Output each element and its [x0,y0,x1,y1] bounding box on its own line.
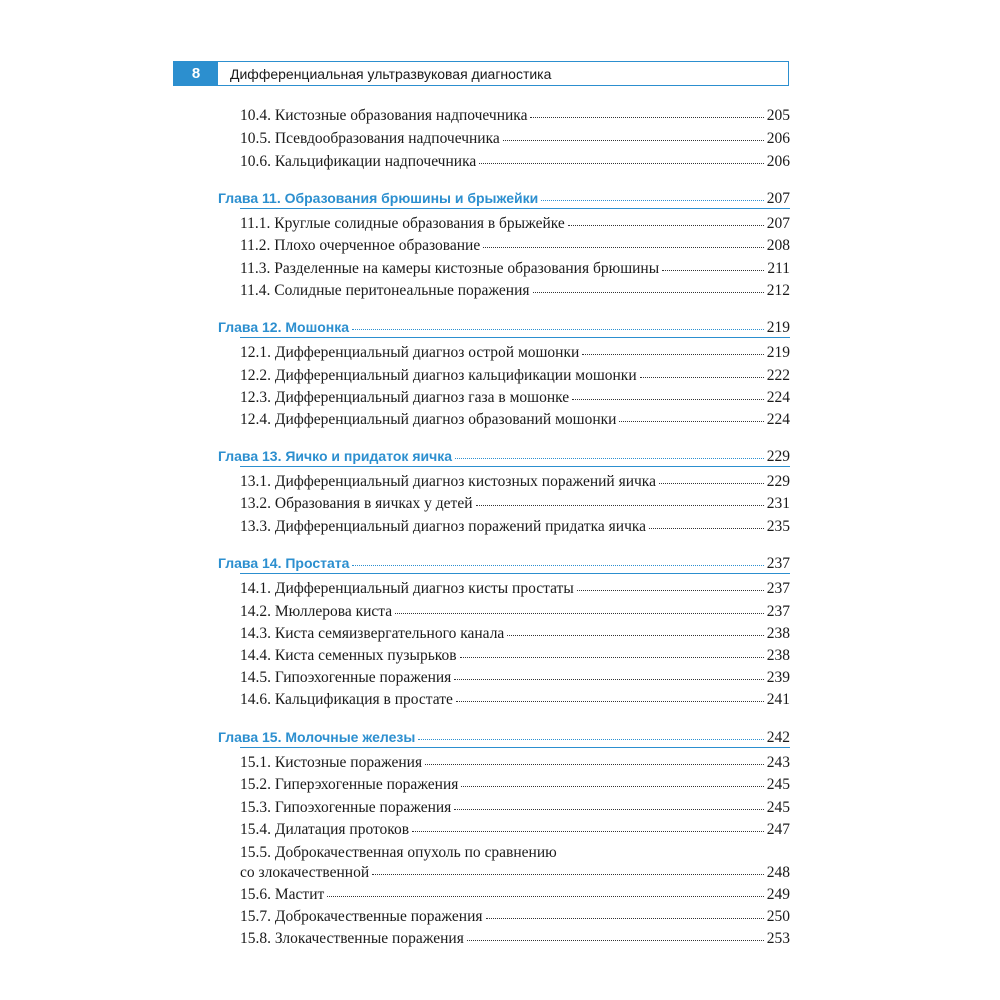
leader-dots [649,527,764,529]
leader-dots [461,785,763,787]
toc-entry[interactable]: 15.8. Злокачественные поражения 253 [240,930,790,947]
toc-entry[interactable]: 15.1. Кистозные поражения 243 [240,754,790,771]
leader-dots [460,656,764,658]
toc-entry[interactable]: со злокачественной 248 [240,864,790,881]
leader-dots [425,763,764,765]
toc-entry[interactable]: 15.7. Доброкачественные поражения 250 [240,908,790,925]
leader-dots [530,116,763,118]
leader-dots [572,398,764,400]
leader-dots [662,269,764,271]
toc-entry[interactable]: 14.1. Дифференциальный диагноз кисты простаты 237 [240,580,790,597]
chapter-rule [240,573,790,574]
leader-dots [412,830,764,832]
toc-entry[interactable]: 13.2. Образования в яичках у детей 231 [240,495,790,512]
leader-dots [476,504,764,506]
leader-dots [483,246,764,248]
toc-entry[interactable]: 13.1. Дифференциальный диагноз кистозных поражений яичка 229 [240,473,790,490]
leader-dots [577,589,764,591]
leader-dots [395,612,764,614]
toc-chapter[interactable]: Глава 11. Образования брюшины и брыжейки 207 [218,190,790,207]
toc-entry[interactable]: 12.2. Дифференциальный диагноз кальцификации мошонки 222 [240,367,790,384]
toc-chapter[interactable]: Глава 14. Простата 237 [218,555,790,572]
toc-entry[interactable]: 15.2. Гиперэхогенные поражения 245 [240,776,790,793]
toc-entry[interactable]: 11.3. Разделенные на камеры кистозные образования брюшины 211 [240,260,790,277]
leader-dots [467,939,764,941]
chapter-rule [240,747,790,748]
toc-entry[interactable]: 10.6. Кальцификации надпочечника 206 [240,153,790,170]
toc-entry[interactable]: 11.4. Солидные перитонеальные поражения 212 [240,282,790,299]
toc-entry[interactable]: 14.4. Киста семенных пузырьков 238 [240,647,790,664]
chapter-rule [240,466,790,467]
toc-entry[interactable]: 13.3. Дифференциальный диагноз поражений придатка яичка 235 [240,518,790,535]
toc-entry-first-line[interactable]: 15.5. Доброкачественная опухоль по сравнению [240,844,557,861]
leader-dots [456,700,764,702]
toc-entry[interactable]: 10.4. Кистозные образования надпочечника 205 [240,107,790,124]
leader-dots [352,328,764,330]
toc-entry[interactable]: 14.5. Гипоэхогенные поражения 239 [240,669,790,686]
running-title: Дифференциальная ультразвуковая диагностика [230,65,552,82]
leader-dots [507,634,763,636]
leader-dots [541,199,763,201]
toc-entry[interactable]: 11.1. Круглые солидные образования в брыжейке 207 [240,215,790,232]
leader-dots [352,564,763,566]
toc-chapter[interactable]: Глава 15. Молочные железы 242 [218,729,790,746]
leader-dots [533,291,764,293]
toc-entry[interactable]: 11.2. Плохо очерченное образование 208 [240,237,790,254]
leader-dots [454,678,763,680]
toc-entry[interactable]: 15.6. Мастит 249 [240,886,790,903]
leader-dots [582,353,763,355]
toc-chapter[interactable]: Глава 12. Мошонка 219 [218,319,790,336]
chapter-rule [240,337,790,338]
leader-dots [659,482,764,484]
toc-entry[interactable]: 12.4. Дифференциальный диагноз образований мошонки 224 [240,411,790,428]
toc-chapter[interactable]: Глава 13. Яичко и придаток яичка 229 [218,448,790,465]
toc-entry[interactable]: 14.2. Мюллерова киста 237 [240,603,790,620]
toc-entry[interactable]: 15.3. Гипоэхогенные поражения 245 [240,799,790,816]
toc-entry[interactable]: 14.3. Киста семяизвергательного канала 238 [240,625,790,642]
leader-dots [455,457,764,459]
leader-dots [619,420,763,422]
leader-dots [479,162,764,164]
leader-dots [327,895,763,897]
toc-entry[interactable]: 14.6. Кальцификация в простате 241 [240,691,790,708]
leader-dots [503,139,764,141]
leader-dots [418,738,763,740]
toc-entry[interactable]: 10.5. Псевдообразования надпочечника 206 [240,130,790,147]
page-number: 8 [174,62,218,85]
leader-dots [568,224,764,226]
leader-dots [454,808,763,810]
leader-dots [372,873,764,875]
toc-entry[interactable]: 15.4. Дилатация протоков 247 [240,821,790,838]
running-header [173,61,789,86]
toc-entry[interactable]: 12.1. Дифференциальный диагноз острой мошонки 219 [240,344,790,361]
toc-entry[interactable]: 12.3. Дифференциальный диагноз газа в мошонке 224 [240,389,790,406]
leader-dots [640,376,764,378]
leader-dots [486,917,764,919]
chapter-rule [240,208,790,209]
